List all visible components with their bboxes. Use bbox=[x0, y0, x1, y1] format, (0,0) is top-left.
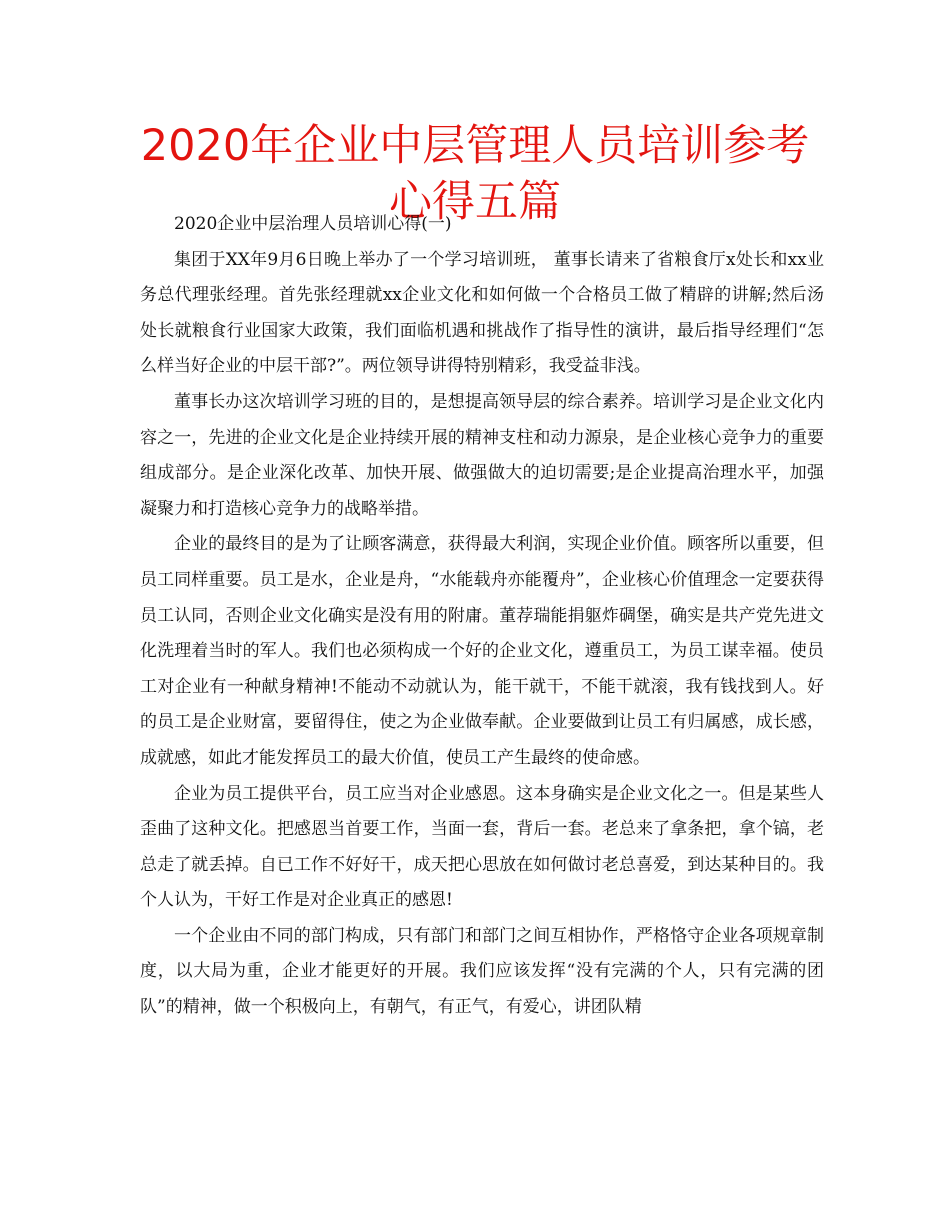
document-body bbox=[140, 207, 824, 1026]
document-title: 2020年企业中层管理人员培训参考心得五篇 bbox=[140, 121, 810, 227]
body-paragraph-1: 集团于XX年9月6日晚上举办了一个学习培训班， 董事长请来了省粮食厅x处长和xx业务总代理张经理。首先张经理就xx企业文化和如何做一个合格员工做了精辟的讲解;然后汤处长就粮食行业国家大政策，我们面临机遇和挑战作了指导性的演讲，最后指导经理们“怎么样当好企业的中层干部?”。两位领导讲得特别精彩，我受益非浅。 bbox=[140, 249, 824, 377]
body-paragraph-5: 一个企业由不同的部门构成，只有部门和部门之间互相协作，严格恪守企业各项规章制度，以大局为重，企业才能更好的开展。我们应该发挥“没有完满的个人，只有完满的团队”的精神，做一个积极向上，有朝气，有正气，有爱心，讲团队精 bbox=[140, 925, 824, 1018]
body-paragraph-4: 企业为员工提供平台，员工应当对企业感恩。这本身确实是企业文化之一。但是某些人歪曲了这种文化。把感恩当首要工作，当面一套，背后一套。老总来了拿条把，拿个镐，老总走了就丢掉。自已工作不好好干，成天把心思放在如何做讨老总喜爱，到达某种目的。我个人认为，干好工作是对企业真正的感恩! bbox=[140, 783, 824, 911]
body-paragraph-3: 企业的最终目的是为了让顾客满意，获得最大利润，实现企业价值。顾客所以重要，但员工同样重要。员工是水，企业是舟，“水能载舟亦能覆舟”，企业核心价值理念一定要获得员工认同，否则企业文化确实是没有用的附庸。董荐瑞能捐躯炸碉堡，确实是共产党先进文化洗理着当时的军人。我们也必须构成一个好的企业文化，遵重员工，为员工谋幸福。使员工对企业有一种献身精神!不能动不动就认为，能干就干，不能干就滚，我有钱找到人。好的员工是企业财富，要留得住，使之为企业做奉献。企业要做到让员工有归属感，成长感，成就感，如此才能发挥员工的最大价值，使员工产生最终的使命感。 bbox=[140, 534, 824, 768]
subtitle-paragraph: 2020企业中层治理人员培训心得(一) bbox=[174, 214, 452, 234]
body-paragraph-2: 董事长办这次培训学习班的目的，是想提高领导层的综合素养。培训学习是企业文化内容之一，先进的企业文化是企业持续开展的精神支柱和动力源泉，是企业核心竞争力的重要组成部分。是企业深化改革、加快开展、做强做大的迫切需要;是企业提高治理水平，加强凝聚力和打造核心竞争力的战略举措。 bbox=[140, 391, 824, 519]
